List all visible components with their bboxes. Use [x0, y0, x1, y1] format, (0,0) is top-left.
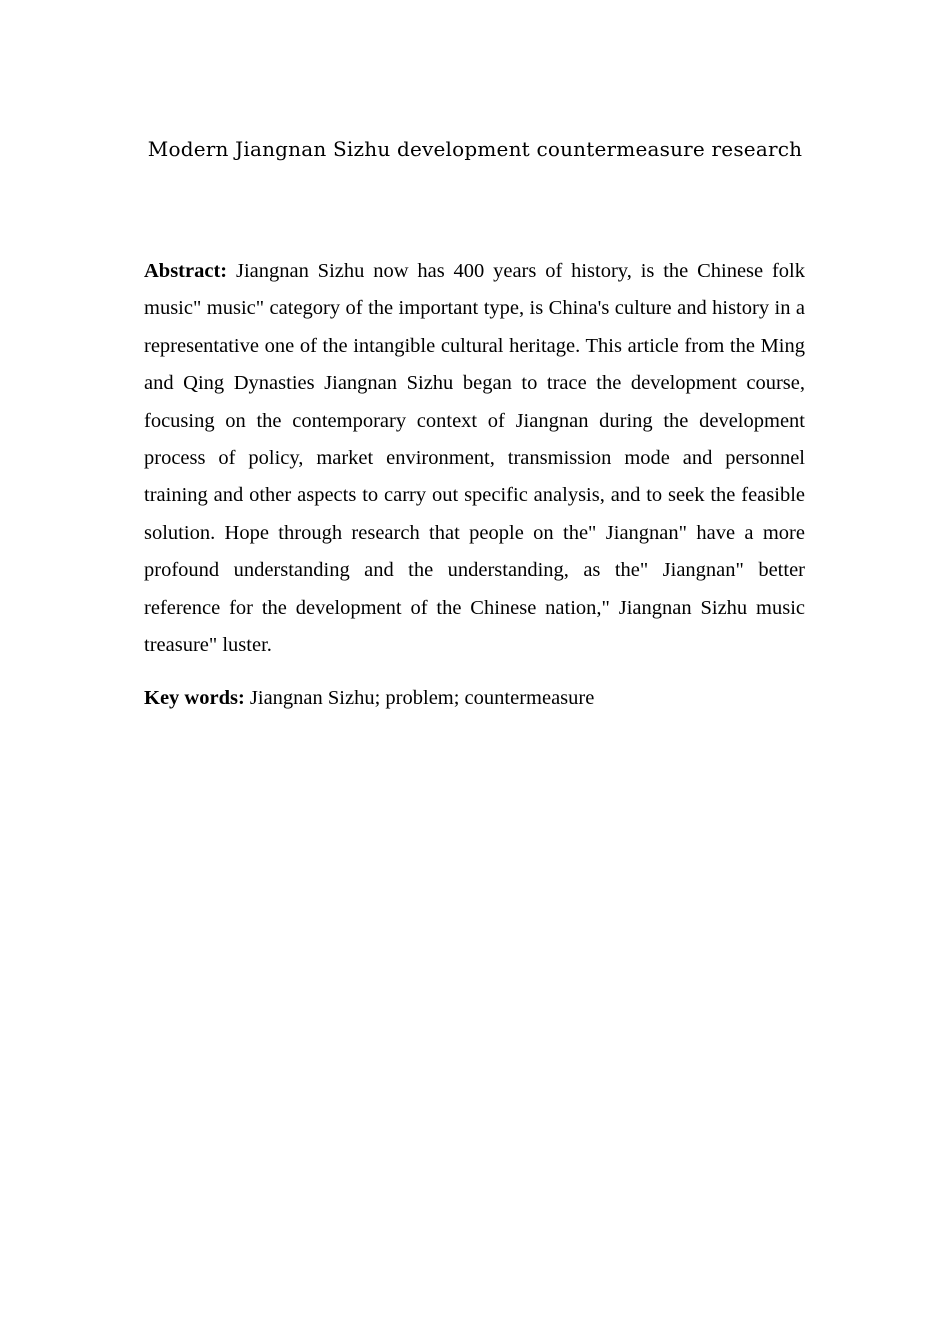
keywords-paragraph	[144, 680, 805, 717]
keywords-label: Key words:	[144, 687, 245, 709]
abstract-paragraph	[144, 253, 805, 664]
document-title: Modern Jiangnan Sizhu development countermeasure research	[147, 137, 803, 161]
abstract-text: Jiangnan Sizhu now has 400 years of history, is the Chinese folk music" music" category of the important type, is China's culture and history in a representative one of the intangible cultural heritage. This article from the Ming and Qing Dynasties Jiangnan Sizhu began to trace the development course, focusing on the contemporary context of Jiangnan during the development process of policy, market environment, transmission mode and personnel training and other aspects to carry out specific analysis, and to seek the feasible solution. Hope through research that people on the" Jiangnan" have a more profound understanding and the understanding, as the" Jiangnan" better reference for the development of the Chinese nation," Jiangnan Sizhu music treasure" luster.	[144, 260, 805, 657]
abstract-label: Abstract:	[144, 260, 228, 282]
keywords-text: Jiangnan Sizhu; problem; countermeasure	[249, 687, 595, 709]
